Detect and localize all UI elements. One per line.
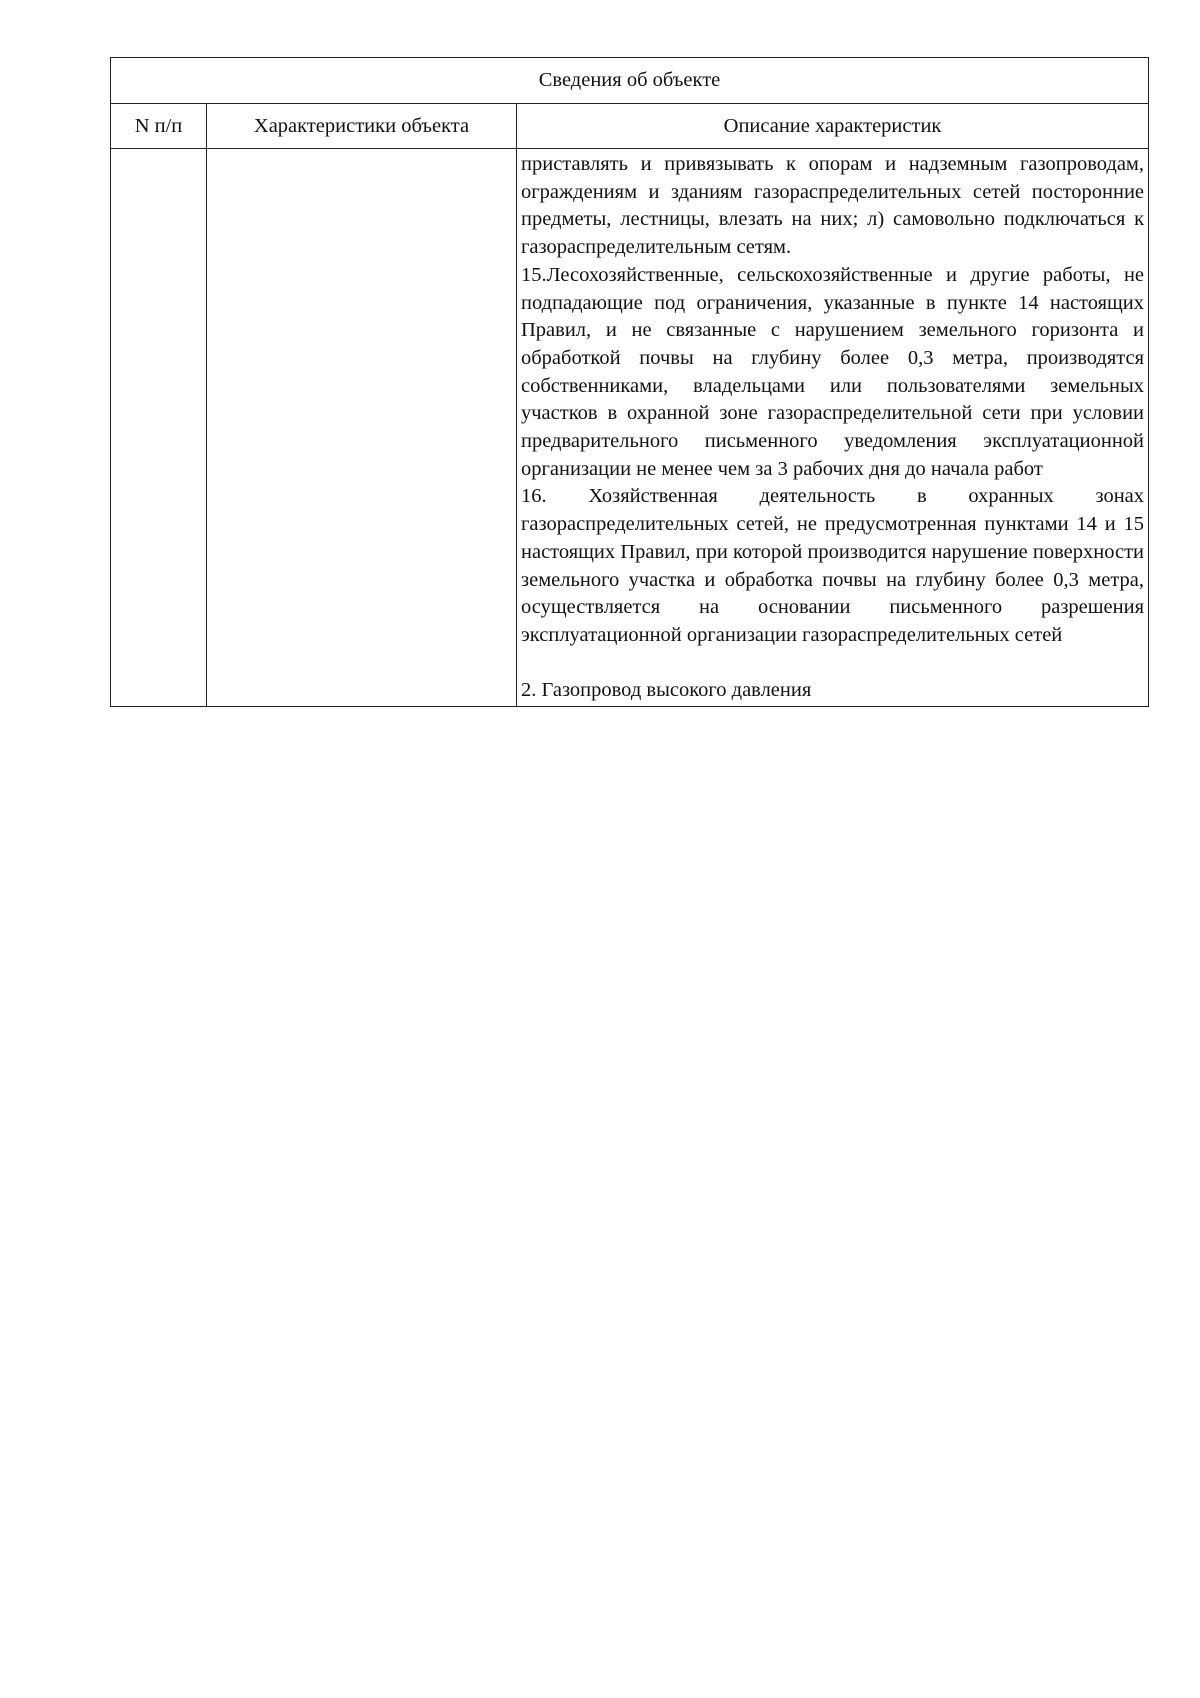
header-characteristics: Характеристики объекта [207, 104, 517, 149]
final-item: 2. Газопровод высокого давления [521, 679, 812, 702]
table-header-row [111, 104, 1149, 149]
cell-number [111, 149, 207, 707]
header-number: N п/п [111, 104, 207, 149]
description-paragraph: 16. Хозяйственная деятельность в охранных зонах газораспределительных сетей, не предусмотренная пунктами 14 и 15 настоящих Правил, при которой производится нарушение поверхности земельного участка и обработка почвы на глубину более 0,3 метра, осуществляется на основании письменного разрешения эксплуатационной организации газораспределительных сетей [521, 485, 1145, 646]
cell-description [517, 149, 1149, 707]
table-title: Сведения об объекте [111, 58, 1149, 104]
table-row [111, 149, 1149, 707]
paragraph-spacer [521, 650, 1144, 678]
description-paragraph: приставлять и привязывать к опорам и надземным газопроводам, ограждениям и зданиям газораспределительных сетей посторонние предметы, лестницы, влезать на них; л) самовольно подключаться к газораспределительным сетям. [521, 153, 1145, 259]
description-paragraph: 15.Лесохозяйственные, сельскохозяйственные и другие работы, не подпадающие под ограничения, указанные в пункте 14 настоящих Правил, и не связанные с нарушением земельного горизонта и обработкой почвы на глубину более 0,3 метра, производятся собственниками, владельцами или пользователями земельных участков в охранной зоне газораспределительной сети при условии предварительного письменного уведомления эксплуатационной организации не менее чем за 3 рабочих дня до начала работ [521, 263, 1145, 480]
object-info-table [110, 57, 1149, 707]
header-description: Описание характеристик [517, 104, 1149, 149]
cell-characteristics [207, 149, 517, 707]
table-title-row [111, 58, 1149, 104]
